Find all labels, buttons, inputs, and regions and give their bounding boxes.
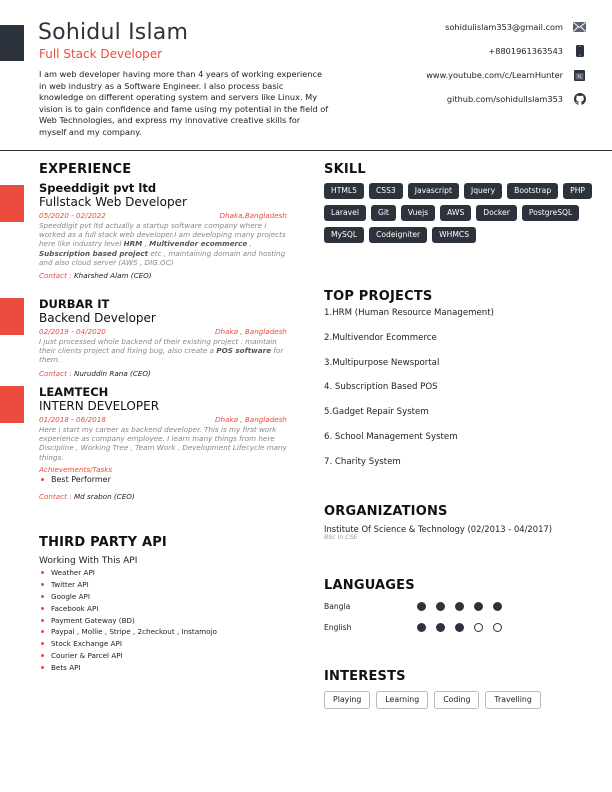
skill-tag: CSS3 (369, 183, 403, 199)
skill-tag: AWS (440, 205, 471, 221)
bullet-icon (41, 642, 44, 645)
bullet-icon (41, 571, 44, 574)
contact-phone[interactable] (426, 45, 586, 57)
contact-label: Contact : (39, 271, 72, 281)
header-divider (0, 150, 612, 151)
job-dates: 05/2020 - 02/2022 (39, 211, 106, 220)
interest-tag: Learning (376, 691, 428, 709)
skill-tag: MySQL (324, 227, 364, 243)
api-item: Facebook API (39, 602, 287, 614)
contact-name: Md srabon (CEO) (73, 491, 135, 501)
job-position: Backend Developer (39, 311, 156, 325)
api-item: Courier & Parcel API (39, 650, 287, 662)
api-item: Google API (39, 591, 287, 603)
bullet-icon (41, 619, 44, 622)
skill-tag: PostgreSQL (522, 205, 579, 221)
contact-email[interactable] (426, 21, 586, 33)
bullet-icon (41, 583, 44, 586)
rating-dot-filled-icon (417, 602, 426, 611)
project-item: 7. Charity System (324, 456, 401, 467)
job-description: I just processed whole backend of their existing project . maintain their clients project and fixing bug, also create a POS software for them. (39, 337, 284, 365)
envelope-icon (573, 21, 586, 33)
skill-tag: WHMCS (432, 227, 476, 243)
contact-name: Nuruddin Rana (CEO) (73, 368, 151, 378)
skill-tag: Bootstrap (507, 183, 558, 199)
job-location: Dhaka , Bangladesh (214, 415, 287, 424)
skill-tag: Docker (476, 205, 517, 221)
job-contact (39, 492, 287, 501)
interests-title: INTERESTS (324, 669, 406, 684)
rating-dot-filled-icon (417, 623, 426, 632)
api-section (39, 535, 287, 673)
bullet-icon (41, 478, 44, 481)
skill-tag: HTML5 (324, 183, 364, 199)
job-dates: 01/2018 - 06/2018 (39, 415, 106, 424)
resume-header (0, 0, 612, 150)
project-item: 1.HRM (Human Resource Management) (324, 308, 494, 318)
github-icon (573, 93, 586, 105)
job-description: Here i start my career as backend developer. This is my first work experience as company employee. I learn many things from here Discipline , Working Tree , Team Work , Development Lifecycle many things. (39, 425, 287, 462)
api-item: Payment Gateway (BD) (39, 614, 287, 626)
contact-github[interactable] (426, 93, 586, 105)
api-item: Paypal , Mollie , Stripe , 2checkout , Instamojo (39, 626, 287, 638)
projects-section (324, 289, 594, 482)
skill-tag: Jquery (464, 183, 502, 199)
organizations-title: ORGANIZATIONS (324, 504, 448, 519)
job-meta (39, 211, 287, 220)
organization-name: Institute Of Science & Technology (02/2013 - 04/2017) (324, 524, 553, 534)
job-entry (39, 181, 287, 280)
youtube-text[interactable]: www.youtube.com/c/LearnHunter (426, 70, 563, 80)
api-item: Bets API (39, 661, 287, 673)
project-item: 3.Multipurpose Newsportal (324, 357, 440, 368)
rating-dot-empty-icon (474, 623, 483, 632)
organization-degree: BSc in CSE (324, 534, 358, 541)
languages-section (324, 578, 594, 638)
job-entry (39, 385, 287, 501)
candidate-role: Full Stack Developer (39, 47, 163, 61)
rating-dot-empty-icon (493, 623, 502, 632)
job-2-accent-block (0, 298, 24, 335)
bullet-icon (41, 654, 44, 657)
api-item: Twitter API (39, 579, 287, 591)
skill-title: SKILL (324, 162, 366, 177)
skill-tag: Javascript (408, 183, 459, 199)
interest-tags (324, 691, 594, 709)
job-entry (39, 297, 287, 378)
interest-tag: Playing (324, 691, 370, 709)
language-row (324, 596, 594, 617)
job-position: INTERN DEVELOPER (39, 399, 160, 413)
api-item: Stock Exchange API (39, 638, 287, 650)
company-name: Speeddigit pvt ltd (39, 181, 157, 195)
achievements-label: Achievements/Tasks (39, 464, 113, 474)
organizations-section (324, 504, 594, 541)
job-location: Dhaka,Bangladesh (219, 211, 287, 220)
skill-tag: Vuejs (401, 205, 435, 221)
candidate-name: Sohidul Islam (38, 20, 189, 45)
rating-dot-filled-icon (455, 602, 464, 611)
achievement-item: Best Performer (39, 474, 287, 486)
job-location: Dhaka , Bangladesh (214, 327, 287, 336)
language-name: Bangla (324, 602, 351, 611)
languages-title: LANGUAGES (324, 578, 415, 593)
rating-dot-filled-icon (436, 623, 445, 632)
project-item: 2.Multivendor Ecommerce (324, 332, 437, 343)
rating-dot-filled-icon (436, 602, 445, 611)
interest-tag: Coding (434, 691, 479, 709)
project-item: 4. Subscription Based POS (324, 382, 438, 393)
skill-tag: PHP (563, 183, 592, 199)
api-item: Weather API (39, 567, 287, 579)
api-title: THIRD PARTY API (39, 535, 167, 550)
contact-youtube[interactable] (426, 69, 586, 81)
bullet-icon (41, 630, 44, 633)
phone-icon (573, 45, 586, 57)
job-1-accent-block (0, 185, 24, 222)
skill-tag: Codeigniter (369, 227, 427, 243)
language-row (324, 617, 594, 638)
bullet-icon (41, 595, 44, 598)
job-description: Speeddigit pvt ltd actually a startup software company where i worked as a full stack web developer.I am developing many projects here like industry level HRM , Multivendor ecommerce , Subscription based project etc , maintaining domain and hosting and also cloud server (AWS , DIG.OC) (39, 221, 286, 267)
rating-dot-filled-icon (493, 602, 502, 611)
contact-list (426, 21, 586, 117)
project-item: 5.Gadget Repair System (324, 407, 429, 418)
skill-tag: Laravel (324, 205, 366, 221)
projects-title: TOP PROJECTS (324, 289, 433, 304)
bullet-icon (41, 607, 44, 610)
api-subtitle: Working With This API (39, 556, 138, 566)
contact-label: Contact : (39, 368, 72, 378)
browser-link-icon (573, 69, 586, 81)
job-position: Fullstack Web Developer (39, 195, 187, 209)
job-contact (39, 369, 287, 378)
contact-label: Contact : (39, 491, 72, 501)
email-text[interactable]: sohidulislam353@gmail.com (445, 22, 563, 32)
interest-tag: Travelling (485, 691, 540, 709)
contact-name: Kharshed Alam (CEO) (73, 271, 152, 281)
company-name: LEAMTECH (39, 385, 109, 399)
skill-tags (324, 183, 594, 243)
job-contact (39, 271, 287, 280)
job-3-accent-block (0, 386, 24, 423)
bullet-icon (41, 666, 44, 669)
summary-text: I am web developer having more than 4 years of working experience in web industry as a Software Engineer. I also process basic knowledge on different operating system and servers like Linux. My vision is to gain confidence and fame using my potential in the field of Web Technologies, and express my innovative creative skills for myself and my company. (39, 69, 329, 137)
left-column (39, 162, 287, 672)
language-name: English (324, 623, 352, 632)
interests-section (324, 669, 594, 709)
right-column (324, 162, 594, 704)
rating-dot-filled-icon (474, 602, 483, 611)
github-text[interactable]: github.com/sohidulIslam353 (446, 94, 563, 104)
phone-text[interactable]: +8801961363543 (488, 46, 563, 56)
job-dates: 02/2019 - 04/2020 (39, 327, 106, 336)
company-name: DURBAR IT (39, 297, 110, 311)
job-meta (39, 327, 287, 336)
experience-title: EXPERIENCE (39, 162, 132, 177)
project-item: 6. School Management System (324, 431, 458, 442)
job-meta (39, 415, 287, 424)
skill-tag: Git (371, 205, 396, 221)
rating-dot-filled-icon (455, 623, 464, 632)
